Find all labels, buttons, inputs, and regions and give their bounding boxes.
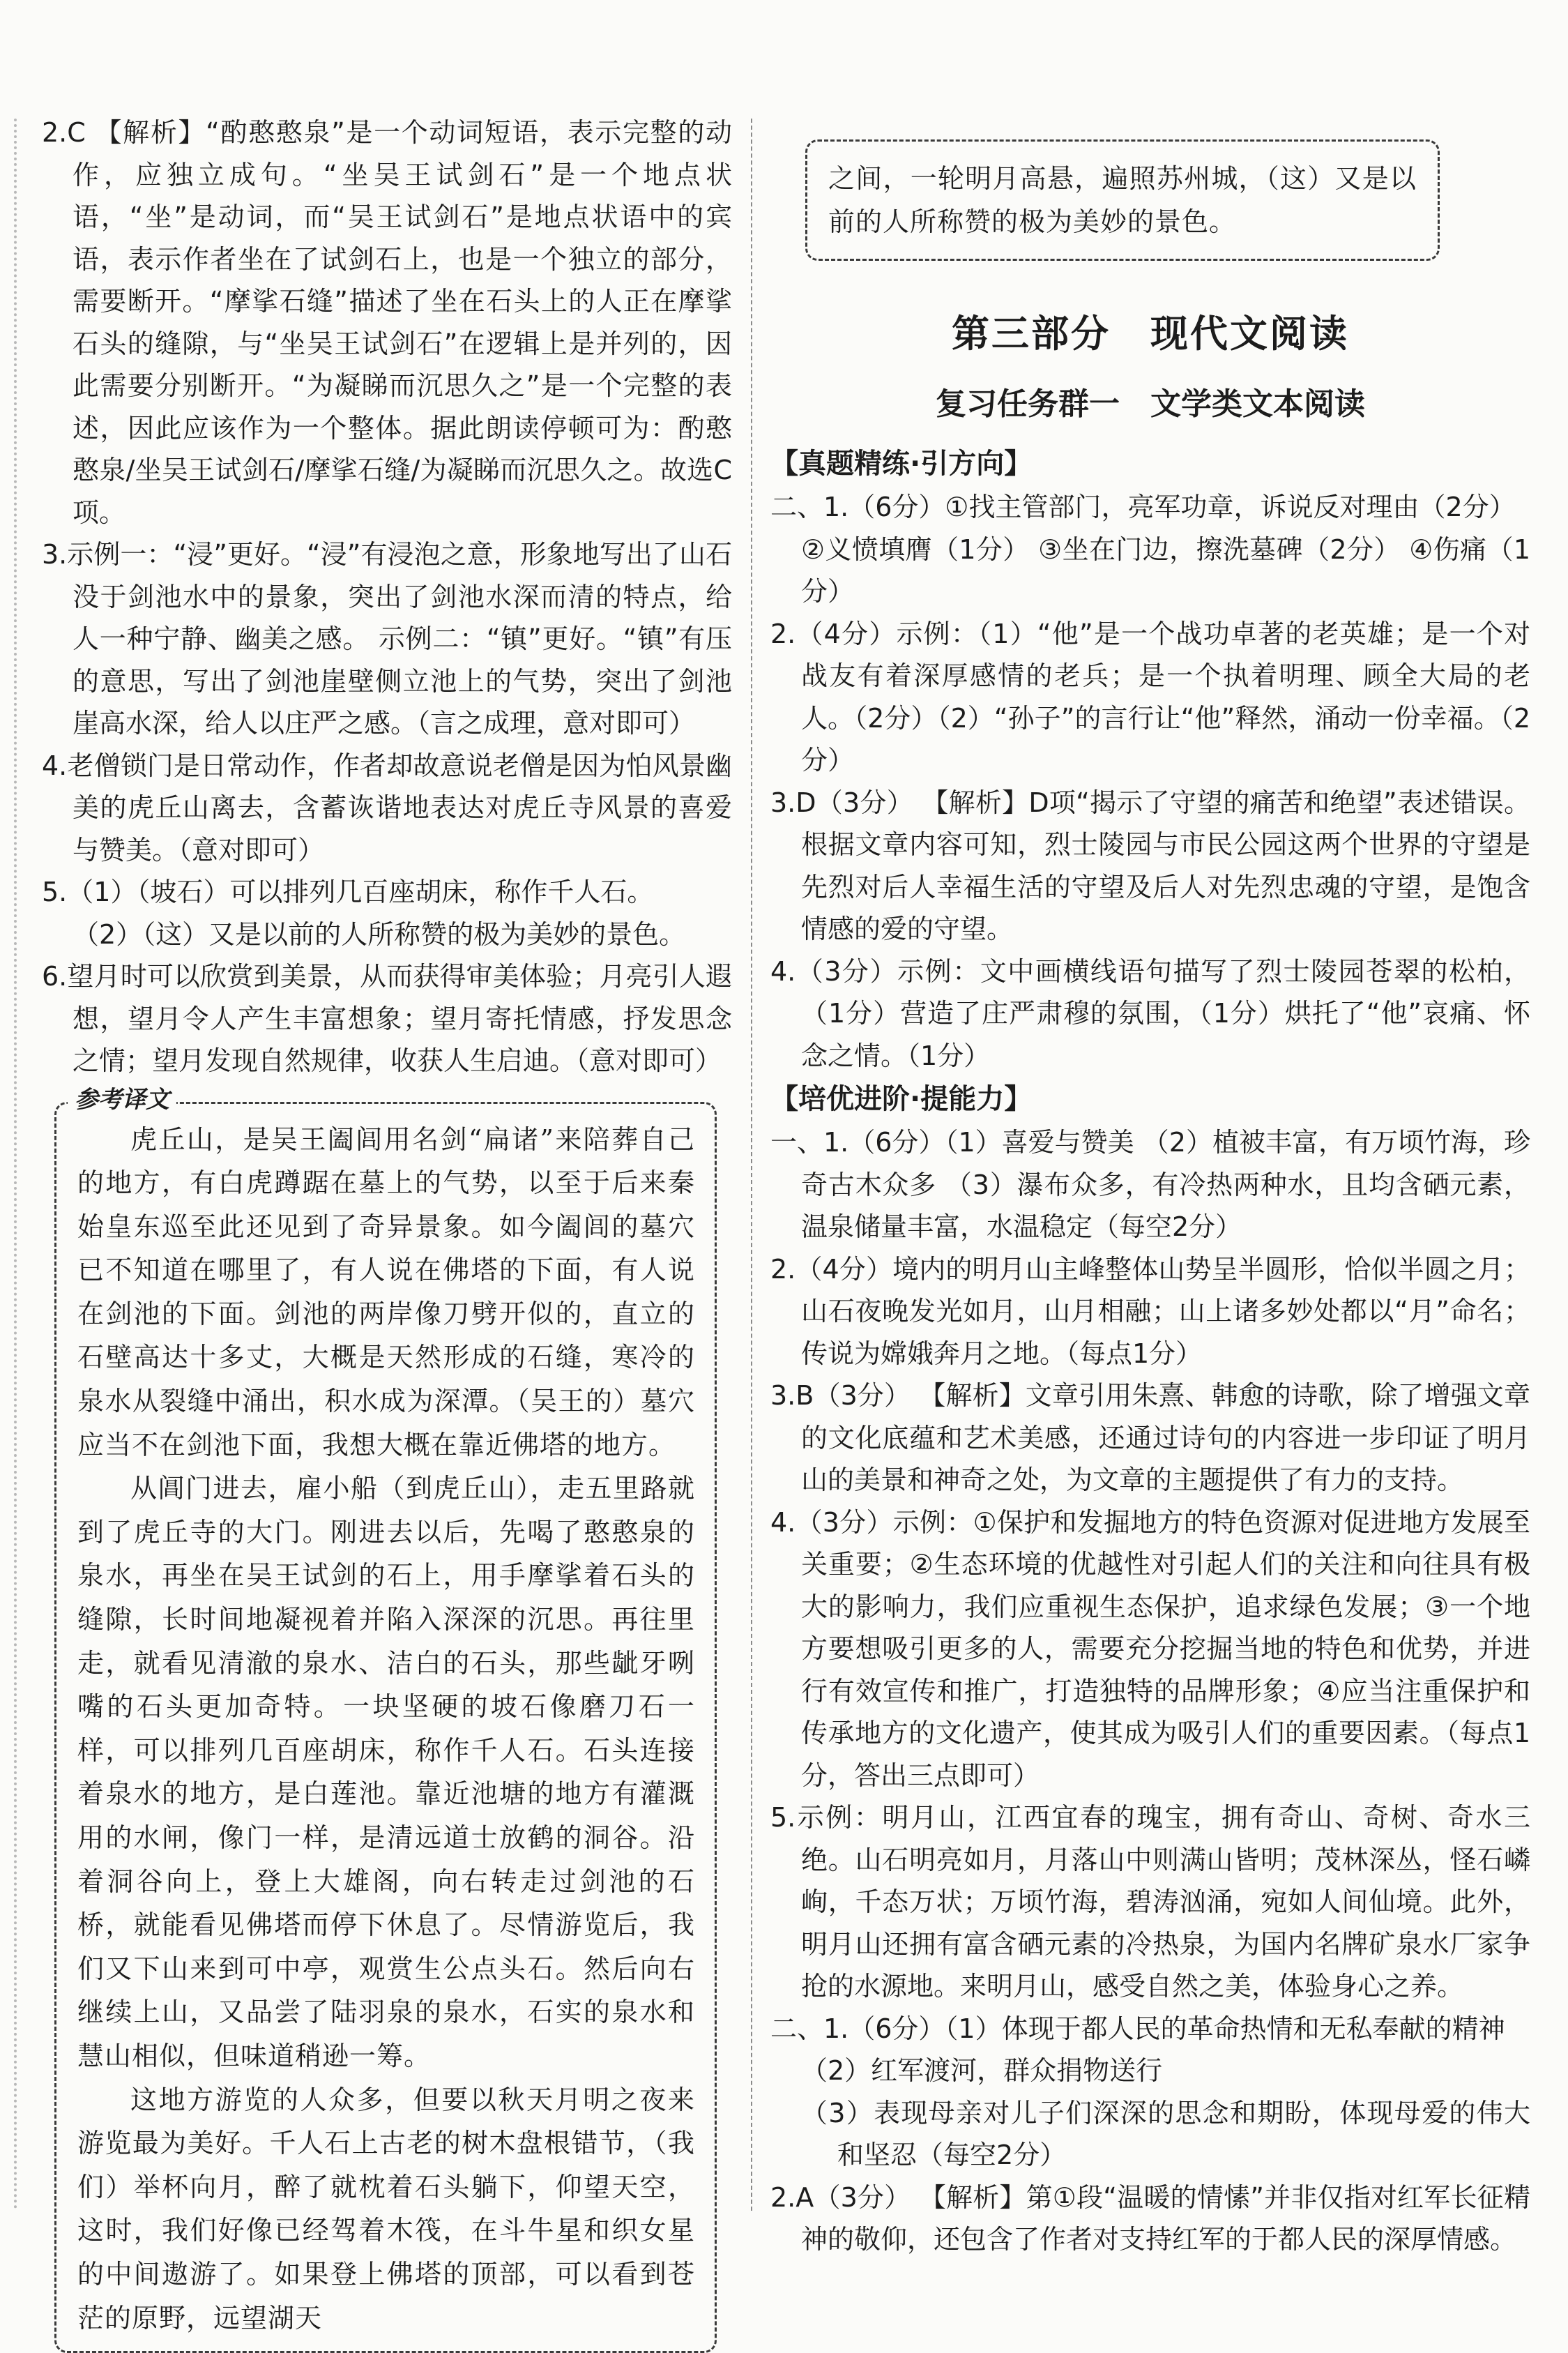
answer-4: 4.老僧锁门是日常动作，作者却故意说老僧是因为怕风景幽美的虎丘山离去，含蓄诙谐地表达对虎丘寺风景的喜爱与赞美。（意对即可） bbox=[42, 745, 732, 872]
answer-2-2: 2.（4分）示例：（1）“他”是一个战功卓著的老英雄；是一个对战友有着深厚感情的老兵；是一个执着明理、顾全大局的老人。（2分）（2）“孙子”的言行让“他”释然，涌动一份幸福。（2分） bbox=[770, 613, 1530, 782]
section-heading: 【真题精练·引方向】 bbox=[770, 441, 1530, 486]
column-divider bbox=[751, 119, 752, 2211]
answer-3-1-2: （2）红军渡河，群众捐物送行 bbox=[770, 2050, 1530, 2092]
answer-2: 2.C 【解析】“酌憨憨泉”是一个动词短语，表示完整的动作，应独立成句。“坐吴王试剑石”是一个地点状语，“坐”是动词，而“吴王试剑石”是地点状语中的宾语，表示作者坐在了试剑石上，也是一个独立的部分，需要断开。“摩挲石缝”描述了坐在石头上的人正在摩挲石头的缝隙，与“坐吴王试剑石”在逻辑上是并列的，因此需要分别断开。“为凝睇而沉思久之”是一个完整的表述，因此应该作为一个整体。据此朗读停顿可为：酌憨憨泉/坐吴王试剑石/摩挲石缝/为凝睇而沉思久之。故选C项。 bbox=[42, 112, 732, 534]
answer-5-1: 5.（1）（坡石）可以排列几百座胡床，称作千人石。 bbox=[42, 871, 732, 914]
answer-1-2: 2.（4分）境内的明月山主峰整体山势呈半圆形，恰似半圆之月；山石夜晚发光如月，山月相融；山上诸多妙处都以“月”命名；传说为嫦娥奔月之地。（每点1分） bbox=[770, 1248, 1530, 1375]
answer-1-1: 一、1.（6分）（1）喜爱与赞美 （2）植被丰富，有万顷竹海，珍奇古木众多 （3）瀑布众多，有冷热两种水，且均含硒元素，温泉储量丰富，水温稳定（每空2分） bbox=[770, 1121, 1530, 1248]
translation-paragraph: 这地方游览的人众多，但要以秋天月明之夜来游览最为美好。千人石上古老的树木盘根错节，（我们）举杯向月，醉了就枕着石头躺下，仰望天空，这时，我们好像已经驾着木筏，在斗牛星和织女星的中间遨游了。如果登上佛塔的顶部，可以看到苍茫的原野，远望湖天 bbox=[77, 2078, 695, 2340]
translation-continuation-box bbox=[805, 139, 1440, 261]
section-heading: 【培优进阶·提能力】 bbox=[770, 1077, 1530, 1121]
right-column bbox=[770, 139, 1530, 2261]
part-title: 第三部分 现代文阅读 bbox=[770, 304, 1530, 358]
answer-1-5: 5.示例：明月山，江西宜春的瑰宝，拥有奇山、奇树、奇水三绝。山石明亮如月，月落山中则满山皆明；茂林深丛，怪石嶙峋，千态万状；万顷竹海，碧涛汹涌，宛如人间仙境。此外，明月山还拥有富含硒元素的冷热泉，为国内名牌矿泉水厂家争抢的水源地。来明月山，感受自然之美，体验身心之养。 bbox=[770, 1796, 1530, 2008]
answer-2-3: 3.D（3分） 【解析】D项“揭示了守望的痛苦和绝望”表述错误。根据文章内容可知，烈士陵园与市民公园这两个世界的守望是先烈对后人幸福生活的守望及后人对先烈忠魂的守望，是饱含情感的爱的守望。 bbox=[770, 782, 1530, 951]
answer-3-2: 2.A（3分） 【解析】第①段“温暖的情愫”并非仅指对红军长征精神的敬仰，还包含了作者对支持红军的于都人民的深厚情感。 bbox=[770, 2177, 1530, 2261]
translation-continuation: 之间，一轮明月高悬，遍照苏州城，（这）又是以前的人所称赞的极为美妙的景色。 bbox=[828, 157, 1417, 243]
reference-translation-label: 参考译文 bbox=[68, 1080, 176, 1114]
answer-2-1-cont: ②义愤填膺（1分） ③坐在门边，擦洗墓碑（2分） ④伤痛（1分） bbox=[770, 529, 1530, 613]
group-title: 复习任务群一 文学类文本阅读 bbox=[770, 379, 1530, 423]
answer-3-1-3: （3）表现母亲对儿子们深深的思念和期盼，体现母爱的伟大和坚忍（每空2分） bbox=[770, 2092, 1530, 2177]
margin-dots bbox=[14, 119, 17, 2211]
translation-paragraph: 从阊门进去，雇小船（到虎丘山），走五里路就到了虎丘寺的大门。刚进去以后，先喝了憨憨泉的泉水，再坐在吴王试剑的石上，用手摩挲着石头的缝隙，长时间地凝视着并陷入深深的沉思。再往里走，就看见清澈的泉水、洁白的石头，那些龇牙咧嘴的石头更加奇特。一块坚硬的坡石像磨刀石一样，可以排列几百座胡床，称作千人石。石头连接着泉水的地方，是白莲池。靠近池塘的地方有灌溉用的水闸，像门一样，是清远道士放鹤的洞谷。沿着洞谷向上，登上大雄阁，向右转走过剑池的石桥，就能看见佛塔而停下休息了。尽情游览后，我们又下山来到可中亭，观赏生公点头石。然后向右继续上山，又品尝了陆羽泉的泉水，石实的泉水和慧山相似，但味道稍逊一筹。 bbox=[77, 1467, 695, 2078]
answer-2-1: 二、1.（6分）①找主管部门，亮军功章，诉说反对理由（2分） bbox=[770, 486, 1530, 529]
answer-5-2: （2）（这）又是以前的人所称赞的极为美妙的景色。 bbox=[42, 914, 732, 956]
left-column bbox=[42, 112, 732, 2353]
reference-translation-box bbox=[54, 1102, 717, 2353]
answer-3-1: 二、1.（6分）（1）体现于都人民的革命热情和无私奉献的精神 bbox=[770, 2008, 1530, 2050]
answer-3: 3.示例一：“浸”更好。“浸”有浸泡之意，形象地写出了山石没于剑池水中的景象，突出了剑池水深而清的特点，给人一种宁静、幽美之感。 示例二：“镇”更好。“镇”有压的意思，写出了剑池崖壁侧立池上的气势，突出了剑池崖高水深，给人以庄严之感。（言之成理，意对即可） bbox=[42, 534, 732, 745]
translation-paragraph: 虎丘山，是吴王阖闾用名剑“扁诸”来陪葬自己的地方，有白虎蹲踞在墓上的气势，以至于后来秦始皇东巡至此还见到了奇异景象。如今阖闾的墓穴已不知道在哪里了，有人说在佛塔的下面，有人说在剑池的下面。剑池的两岸像刀劈开似的，直立的石壁高达十多丈，大概是天然形成的石缝，寒冷的泉水从裂缝中涌出，积水成为深潭。（吴王的）墓穴应当不在剑池下面，我想大概在靠近佛塔的地方。 bbox=[77, 1118, 695, 1467]
answer-1-4: 4.（3分）示例：①保护和发掘地方的特色资源对促进地方发展至关重要；②生态环境的优越性对引起人们的关注和向往具有极大的影响力，我们应重视生态保护，追求绿色发展；③一个地方要想吸引更多的人，需要充分挖掘当地的特色和优势，并进行有效宣传和推广，打造独特的品牌形象；④应当注重保护和传承地方的文化遗产，使其成为吸引人们的重要因素。（每点1分，答出三点即可） bbox=[770, 1501, 1530, 1797]
answer-1-3: 3.B（3分） 【解析】文章引用朱熹、韩愈的诗歌，除了增强文章的文化底蕴和艺术美感，还通过诗句的内容进一步印证了明月山的美景和神奇之处，为文章的主题提供了有力的支持。 bbox=[770, 1375, 1530, 1501]
answer-2-4: 4.（3分）示例：文中画横线语句描写了烈士陵园苍翠的松柏，（1分）营造了庄严肃穆的氛围，（1分）烘托了“他”哀痛、怀念之情。（1分） bbox=[770, 951, 1530, 1077]
answer-6: 6.望月时可以欣赏到美景，从而获得审美体验；月亮引人遐想，望月令人产生丰富想象；望月寄托情感，抒发思念之情；望月发现自然规律，收获人生启迪。（意对即可） bbox=[42, 955, 732, 1082]
